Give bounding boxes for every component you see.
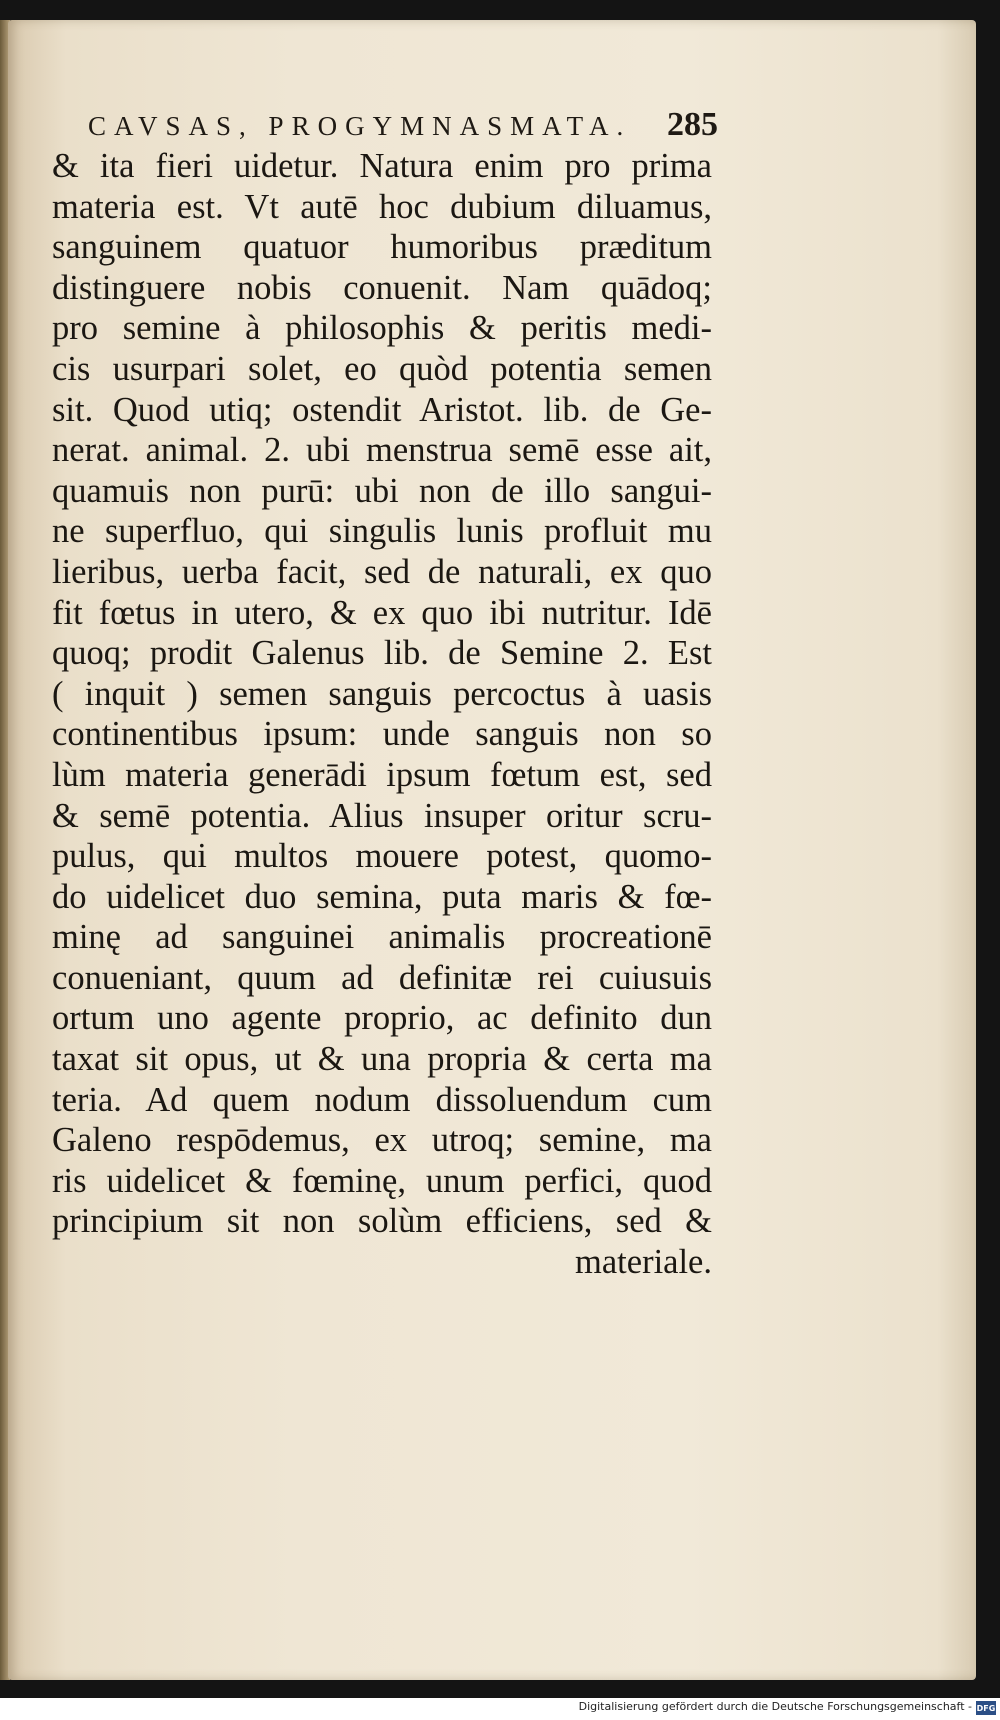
text-line: ( inquit ) semen sanguis percoctus à uasis [52, 674, 712, 713]
text-line: minę ad sanguinei animalis procreationē [52, 918, 712, 957]
text-line: quoq; prodit Galenus lib. de Semine 2. Est [52, 634, 712, 673]
text-line: materia est. Vt autē hoc dubium diluamus, [52, 187, 712, 226]
text-line: ris uidelicet & fœminę, unum perfici, quod [52, 1161, 712, 1200]
text-line: & ita fieri uidetur. Natura enim pro prima [52, 147, 712, 185]
dfg-logo-icon: DFG [976, 1701, 996, 1715]
text-line: do uidelicet duo semina, puta maris & fœ- [52, 877, 712, 916]
page-number: 285 [667, 106, 718, 143]
text-line: quamuis non purū: ubi non de illo sangui- [52, 471, 712, 510]
text-line: sit. Quod utiq; ostendit Aristot. lib. de Ge- [52, 390, 712, 429]
body-text [52, 146, 712, 1283]
text-line-final: materiale. [575, 1243, 712, 1282]
text-line: ne superfluo, qui singulis lunis profluit mu [52, 512, 712, 551]
text-line: Galeno respōdemus, ex utroq; semine, ma [52, 1121, 712, 1160]
text-line: pulus, qui multos mouere potest, quomo- [52, 837, 712, 876]
text-line: cis usurpari solet, eo quòd potentia semen [52, 349, 712, 388]
text-line: taxat sit opus, ut & una propria & certa ma [52, 1040, 712, 1079]
text-line: conueniant, quum ad definitæ rei cuiusuis [52, 958, 712, 997]
text-line: nerat. animal. 2. ubi menstrua semē esse ait, [52, 431, 712, 470]
funding-credit: Digitalisierung gefördert durch die Deutsche Forschungsgemeinschaft - [578, 1700, 972, 1713]
text-line: & semē potentia. Alius insuper oritur scru- [52, 796, 712, 835]
text-line: fit fœtus in utero, & ex quo ibi nutritur. Idē [52, 593, 712, 632]
text-line: ortum uno agente proprio, ac definito dun [52, 999, 712, 1038]
text-line: continentibus ipsum: unde sanguis non so [52, 715, 712, 754]
text-line: pro semine à philosophis & peritis medi- [52, 309, 712, 348]
text-line: teria. Ad quem nodum dissoluendum cum [52, 1080, 712, 1119]
page-header [88, 106, 718, 144]
text-line: lùm materia generādi ipsum fœtum est, sed [52, 755, 712, 794]
text-line: sanguinem quatuor humoribus præditum [52, 228, 712, 267]
running-head: CAVSAS, PROGYMNASMATA. [88, 111, 632, 141]
text-line: principium sit non solùm efficiens, sed & [52, 1202, 712, 1241]
text-line: distinguere nobis conuenit. Nam quādoq; [52, 268, 712, 307]
digitization-footer [0, 1698, 1000, 1720]
text-line: lieribus, uerba facit, sed de naturali, ex quo [52, 552, 712, 591]
